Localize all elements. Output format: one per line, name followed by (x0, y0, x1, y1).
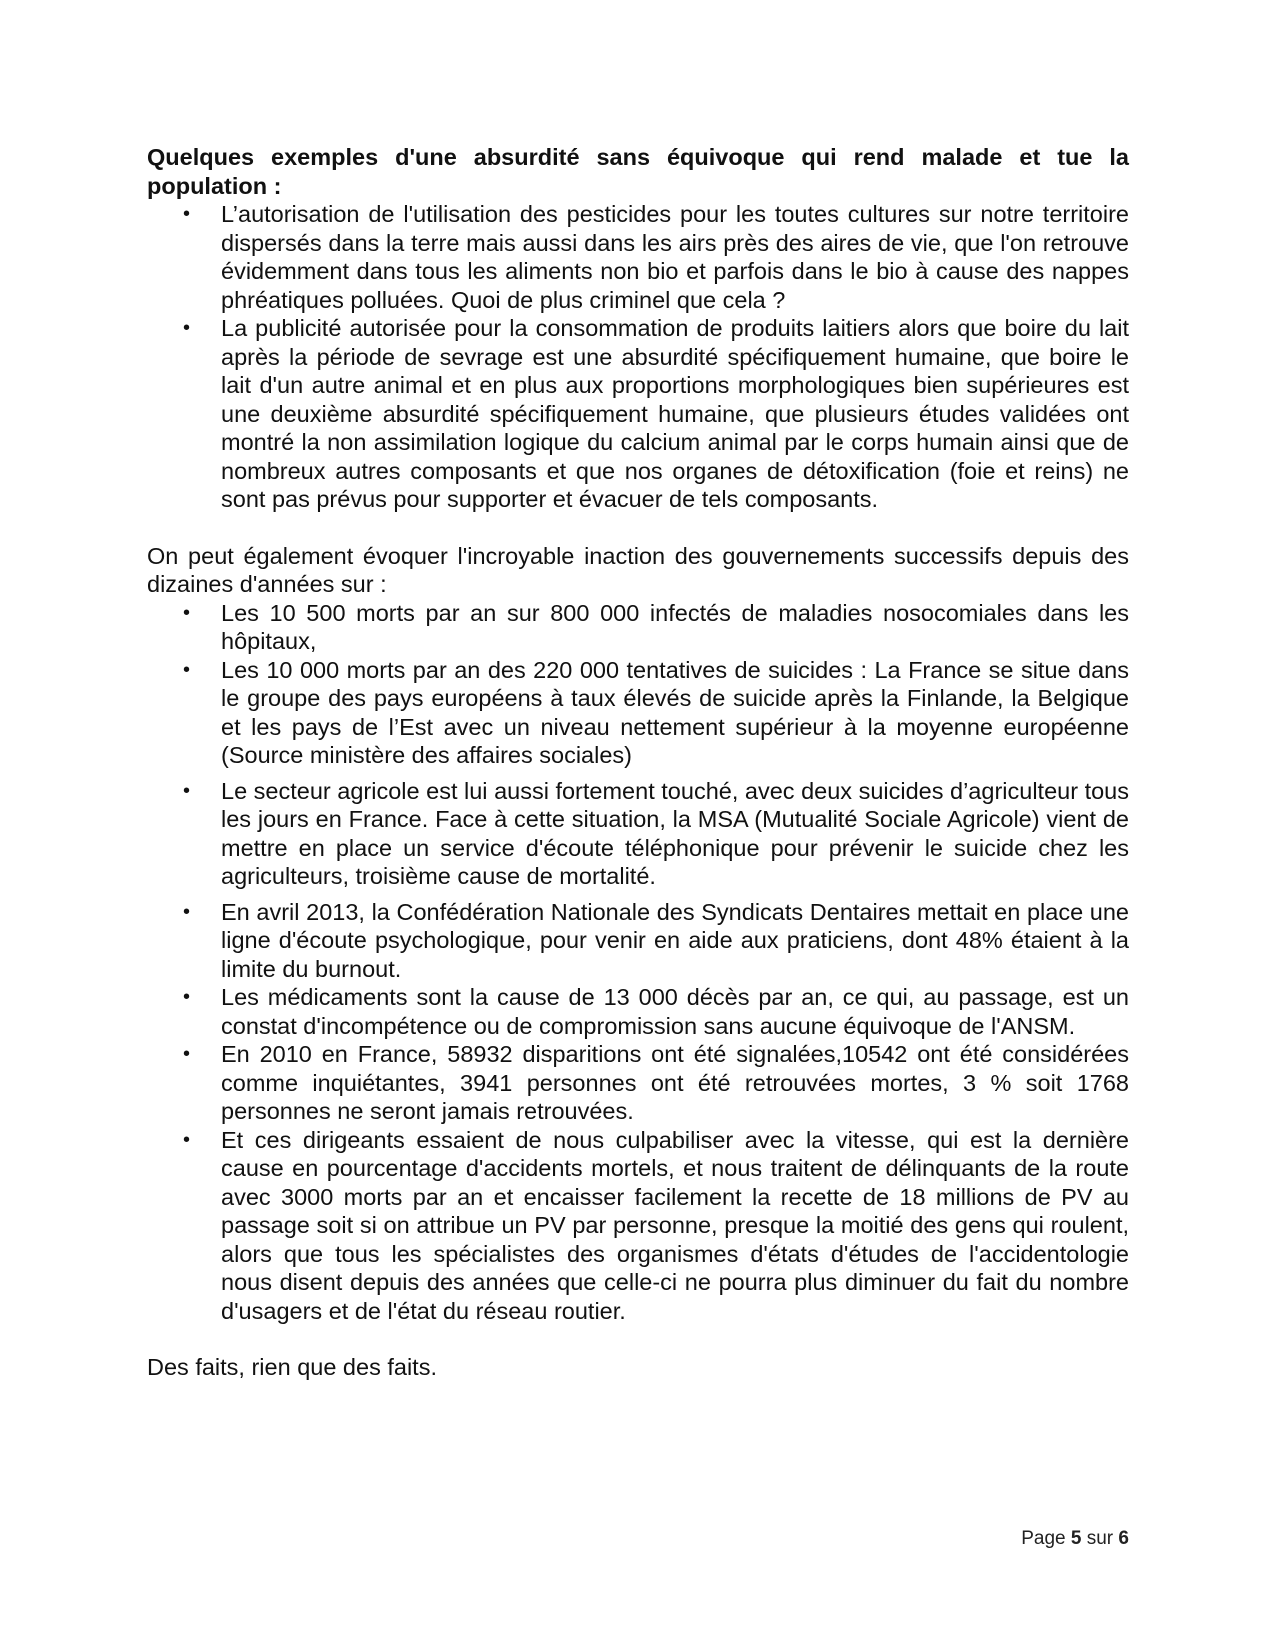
bullet-icon: • (183, 1043, 191, 1065)
bullet-icon: • (183, 986, 191, 1008)
bullet-icon: • (183, 601, 191, 624)
page-footer (1021, 1528, 1129, 1550)
document-page (147, 143, 1129, 1382)
list-item (147, 983, 1129, 1040)
list-item-text: La publicité autorisée pour la consommation de produits laitiers alors que boire du lait après la période de sevrage est une absurdité spécifiquement humaine, que boire le lait d'un autre animal et en plus aux proportions morphologiques bien supérieures est une deuxième absurdité spécifiquement humaine, que plusieurs études validées ont montré la non assimilation logique du calcium animal par le corps humain ainsi que de nombreux autres composants et que nos organes de détoxification (foie et reins) ne sont pas prévus pour supporter et évacuer de tels composants. (221, 315, 1129, 512)
bullet-icon: • (183, 1128, 191, 1151)
list-item-text: Les 10 000 morts par an des 220 000 tentatives de suicides : La France se situe dans le groupe des pays européens à taux élevés de suicide après la Finlande, la Belgique et les pays de l’Est avec un niveau nettement supérieur à la moyenne européenne (Source ministère des affaires sociales) (221, 656, 1129, 768)
bullet-icon: • (183, 900, 191, 923)
list-item (147, 599, 1129, 656)
list-item-text: En 2010 en France, 58932 disparitions ont été signalées,10542 ont été considérées comme inquiétantes, 3941 personnes ont été retrouvées mortes, 3 % soit 1768 personnes ne seront jamais retrouvées. (221, 1041, 1129, 1124)
paragraph-spacer (147, 514, 1129, 542)
bullet-icon: • (183, 779, 191, 802)
bullet-icon: • (183, 317, 191, 339)
of-label: sur (1086, 1528, 1114, 1549)
page-number: 5 (1070, 1528, 1082, 1549)
list-item (147, 314, 1129, 514)
list-item (147, 898, 1129, 984)
list-item-text: Les médicaments sont la cause de 13 000 décès par an, ce qui, au passage, est un constat d'incompétence ou de compromission sans aucune équivoque de l'ANSM. (221, 984, 1129, 1039)
intro-paragraph: On peut également évoquer l'incroyable inaction des gouvernements successifs depuis des dizaines d'années sur : (147, 542, 1129, 597)
paragraph-spacer (147, 1325, 1129, 1353)
list-item (147, 1040, 1129, 1126)
list-item (147, 1126, 1129, 1326)
list-item (147, 200, 1129, 314)
list-item (147, 656, 1129, 770)
page-total: 6 (1118, 1528, 1129, 1549)
list-item (147, 777, 1129, 891)
closing-line: Des faits, rien que des faits. (147, 1354, 437, 1380)
bullet-icon: • (183, 203, 191, 225)
list-item-text: Et ces dirigeants essaient de nous culpabiliser avec la vitesse, qui est la dernière cause en pourcentage d'accidents mortels, et nous traitent de délinquants de la route avec 3000 morts par an et encaisser facilement la recette de 18 millions de PV au passage soit si on attribue un PV par personne, presque la moitié des gens qui roulent, alors que tous les spécialistes des organismes d'états d'études de l'accidentologie nous disent depuis des années que celle-ci ne pourra plus diminuer du fait du nombre d'usagers et de l'état du réseau routier. (221, 1126, 1129, 1324)
bullet-icon: • (183, 658, 191, 681)
government-inaction-list (147, 599, 1129, 1326)
section-heading: Quelques exemples d'une absurdité sans équivoque qui rend malade et tue la population : (147, 144, 1129, 199)
pesticides-dairy-list (147, 200, 1129, 514)
list-item-text: En avril 2013, la Confédération Nationale des Syndicats Dentaires mettait en place une ligne d'écoute psychologique, pour venir en aide aux praticiens, dont 48% étaient à la limite du burnout. (221, 898, 1129, 982)
list-item-text: Le secteur agricole est lui aussi fortement touché, avec deux suicides d’agriculteur tous les jours en France. Face à cette situation, la MSA (Mutualité Sociale Agricole) vient de mettre en place un service d'écoute téléphonique pour prévenir le suicide chez les agriculteurs, troisième cause de mortalité. (221, 777, 1129, 889)
page-label: Page (1021, 1528, 1066, 1549)
list-item-text: Les 10 500 morts par an sur 800 000 infectés de maladies nosocomiales dans les hôpitaux, (221, 599, 1129, 654)
list-item-text: L’autorisation de l'utilisation des pesticides pour les toutes cultures sur notre territoire dispersés dans la terre mais aussi dans les airs près des aires de vie, que l'on retrouve évidemment dans tous les aliments non bio et parfois dans le bio à cause des nappes phréatiques polluées. Quoi de plus criminel que cela ? (221, 201, 1129, 313)
